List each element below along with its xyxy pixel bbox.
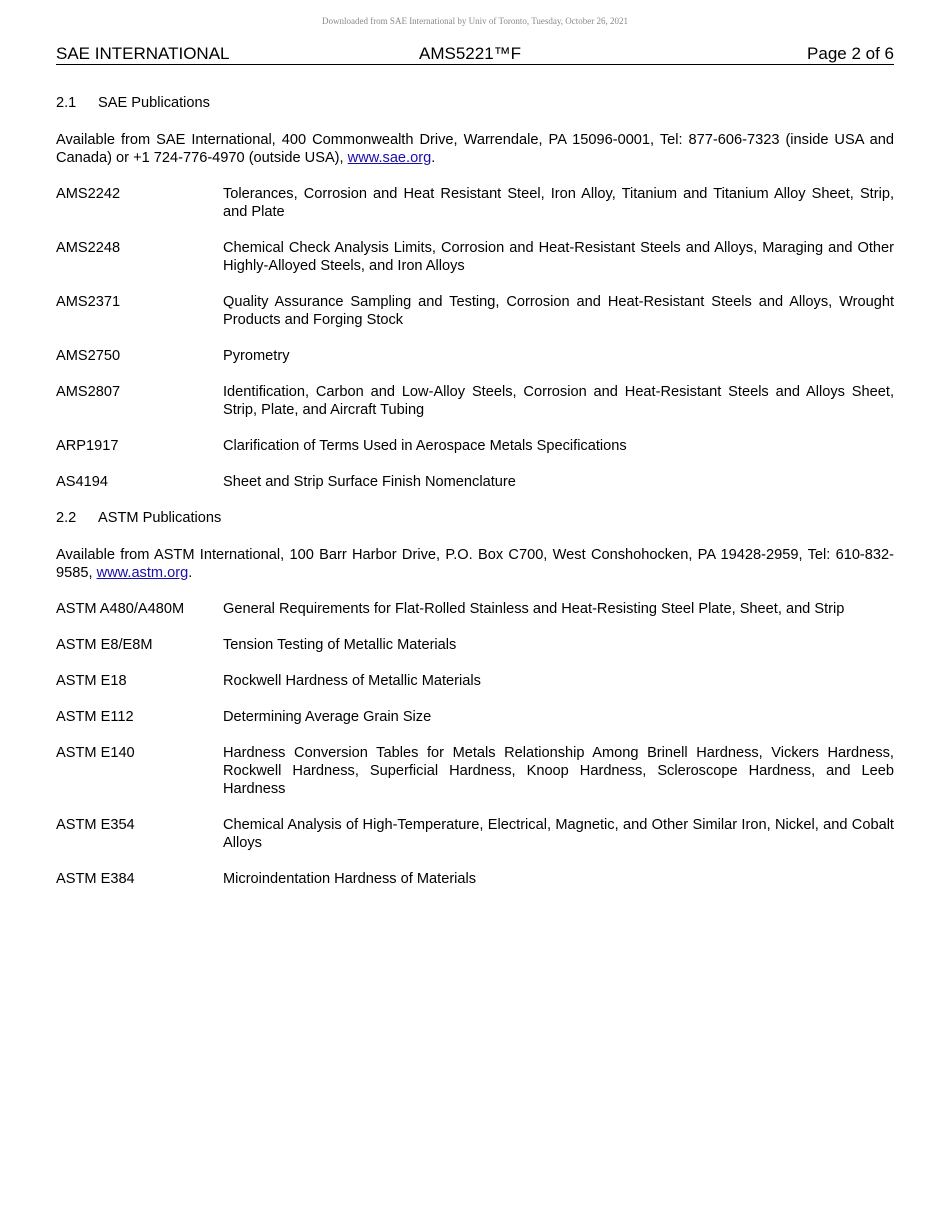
publication-row [56, 708, 894, 726]
publication-row [56, 293, 894, 329]
publication-row [56, 437, 894, 455]
publication-title: Rockwell Hardness of Metallic Materials [223, 673, 481, 689]
publication-title: Clarification of Terms Used in Aerospace Metals Specifications [223, 438, 627, 454]
publication-code: ASTM E384 [56, 871, 135, 887]
publication-row [56, 239, 894, 275]
astm-link[interactable]: www.astm.org [96, 565, 189, 581]
publication-code: AMS2371 [56, 294, 121, 310]
publication-title: Tension Testing of Metallic Materials [223, 637, 457, 653]
section-heading-astm [56, 509, 894, 527]
publication-row [56, 672, 894, 690]
page-header [56, 44, 894, 65]
publication-row [56, 870, 894, 888]
astm-publication-list [56, 600, 894, 888]
availability-tail: . [431, 150, 436, 166]
publication-code: AMS2242 [56, 186, 121, 202]
publication-code: ASTM E8/E8M [56, 637, 153, 653]
publication-title: Determining Average Grain Size [223, 709, 432, 725]
publication-title: Chemical Check Analysis Limits, Corrosion and Heat-Resistant Steels and Alloys, Maraging and Other Highly-Alloyed Steels, and Iron Alloys [223, 240, 894, 274]
section-number: 2.1 [56, 95, 77, 111]
download-watermark: Downloaded from SAE International by Univ of Toronto, Tuesday, October 26, 2021 [321, 16, 629, 26]
header-doc-number: AMS5221™F [419, 44, 522, 63]
astm-availability [56, 546, 894, 582]
publication-code: AMS2750 [56, 348, 121, 364]
publication-row [56, 185, 894, 221]
publication-code: ASTM A480/A480M [56, 601, 185, 617]
header-org: SAE INTERNATIONAL [56, 44, 230, 63]
publication-code: AS4194 [56, 474, 108, 490]
publication-code: ASTM E112 [56, 709, 134, 725]
availability-text: Available from SAE International, 400 Commonwealth Drive, Warrendale, PA 15096-0001, Tel: 877-606-7323 (inside USA and Canada) or +1 724-776-4970 (outside USA), [56, 132, 894, 166]
publication-row [56, 600, 894, 618]
publication-title: Chemical Analysis of High-Temperature, Electrical, Magnetic, and Other Similar Iron, Nickel, and Cobalt Alloys [223, 817, 894, 851]
sae-publication-list [56, 185, 894, 491]
publication-row [56, 473, 894, 491]
section-title: SAE Publications [98, 95, 210, 111]
section-heading-sae [56, 94, 894, 112]
publication-row [56, 347, 894, 365]
publication-title: Hardness Conversion Tables for Metals Relationship Among Brinell Hardness, Vickers Hardness, Rockwell Hardness, Superficial Hardness, Knoop Hardness, Scleroscope Hardness, and Leeb Hardness [223, 745, 894, 797]
publication-code: ARP1917 [56, 438, 119, 454]
publication-code: ASTM E140 [56, 745, 135, 761]
publication-title: Tolerances, Corrosion and Heat Resistant Steel, Iron Alloy, Titanium and Titanium Alloy Sheet, Strip, and Plate [223, 186, 894, 220]
publication-code: AMS2248 [56, 240, 121, 256]
sae-availability [56, 131, 894, 167]
header-page-number: Page 2 of 6 [807, 44, 894, 63]
document-body [56, 94, 894, 906]
publication-title: Identification, Carbon and Low-Alloy Steels, Corrosion and Heat-Resistant Steels and Alloys Sheet, Strip, Plate, and Aircraft Tubing [223, 384, 894, 418]
publication-row [56, 744, 894, 798]
publication-title: Microindentation Hardness of Materials [223, 871, 477, 887]
publication-title: Quality Assurance Sampling and Testing, Corrosion and Heat-Resistant Steels and Alloys, Wrought Products and Forging Stock [223, 294, 894, 328]
publication-code: AMS2807 [56, 384, 121, 400]
sae-link[interactable]: www.sae.org [347, 150, 432, 166]
publication-title: Sheet and Strip Surface Finish Nomenclature [223, 474, 516, 490]
publication-row [56, 636, 894, 654]
publication-row [56, 383, 894, 419]
publication-row [56, 816, 894, 852]
availability-text: Available from ASTM International, 100 Barr Harbor Drive, P.O. Box C700, West Conshohocken, PA 19428-2959, Tel: 610-832-9585, [56, 547, 894, 581]
publication-title: Pyrometry [223, 348, 290, 364]
publication-code: ASTM E354 [56, 817, 135, 833]
publication-code: ASTM E18 [56, 673, 127, 689]
availability-tail: . [188, 565, 193, 581]
section-number: 2.2 [56, 510, 77, 526]
section-title: ASTM Publications [98, 510, 222, 526]
publication-title: General Requirements for Flat-Rolled Stainless and Heat-Resisting Steel Plate, Sheet, and Strip [223, 601, 845, 617]
